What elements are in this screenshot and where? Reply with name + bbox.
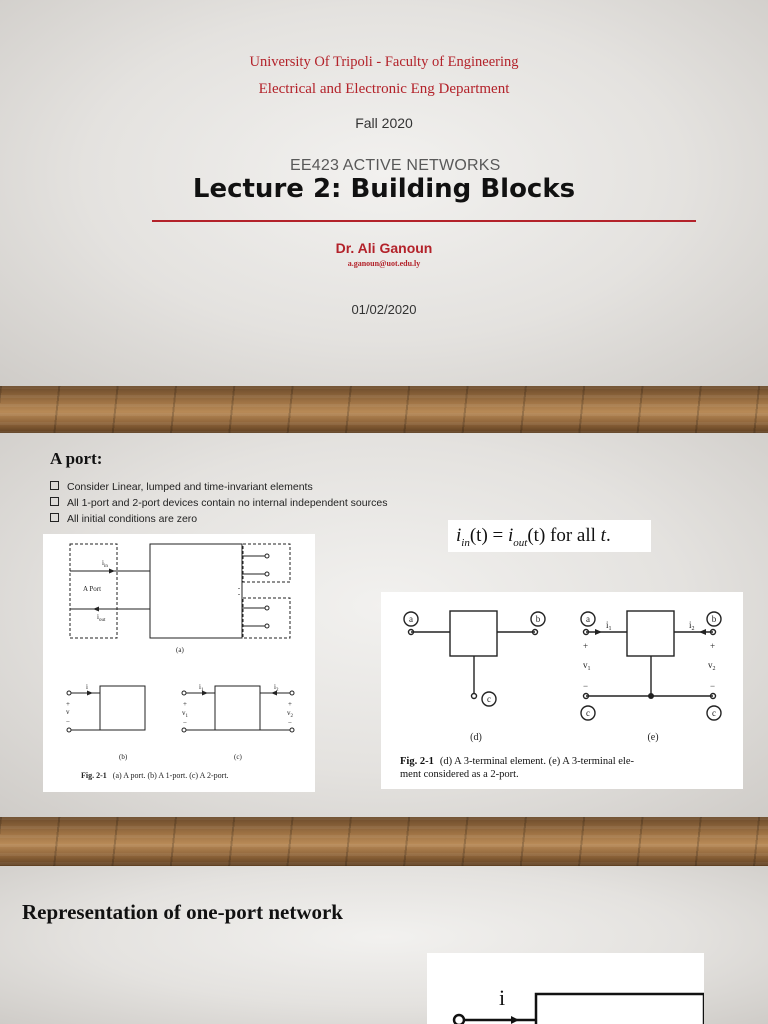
label-minus: − [710,681,716,691]
bullet-item: Consider Linear, lumped and time-invariant elements [50,481,313,493]
label-v2: $v_2$ [287,709,293,719]
course-title: EE423 ACTIVE NETWORKS [290,157,501,174]
figure-port-diagrams [43,534,315,792]
label-plus: + [583,641,589,651]
port-diagrams-svg [43,534,315,792]
author-name: Dr. Ali Ganoun [335,240,433,256]
terminal-c-label: c [586,708,590,718]
label-b: (b) [119,753,128,761]
port-slide [0,433,768,817]
label-v2: $v_2$ [708,660,716,672]
label-i: i [86,683,88,691]
lecture-title: Lecture 2: Building Blocks [192,174,576,204]
label-minus: − [183,719,187,727]
label-a-port: A Port [83,585,102,593]
label-plus: + [183,700,187,708]
author-email: a.ganoun@uot.edu.ly [347,259,421,268]
figure-caption-right-line1: Fig. 2-1 (d) A 3-terminal element. (e) A 3-terminal ele- [400,756,635,767]
bullet-item: All initial conditions are zero [50,513,197,525]
label-i1: $i_1$ [606,620,612,632]
bullet-item: All 1-port and 2-port devices contain no internal independent sources [50,497,387,509]
label-minus: − [583,681,589,691]
one-port-svg [427,953,704,1024]
title-slide [0,0,768,386]
wood-separator [0,386,768,433]
slide-title: Representation of one-port network [22,900,343,924]
label-v1: $v_1$ [182,709,188,719]
label-e: (e) [647,732,659,743]
label-v1: $v_1$ [583,660,591,672]
terminal-b-label: b [711,614,717,624]
term: Fall 2020 [355,115,413,131]
label-plus: + [710,641,716,651]
label-minus: − [66,718,70,726]
terminal-c-label: c [712,708,716,718]
label-c: (c) [234,753,242,761]
label-plus: + [66,700,70,708]
checkbox-bullet-icon [50,497,59,506]
label-minus: − [288,719,292,727]
label-plus: + [288,700,292,708]
label-i2: $i_2$ [689,620,695,632]
terminal-a-label: a [586,614,590,624]
label-i2: $i_2$ [274,683,279,693]
checkbox-bullet-icon [50,513,59,522]
label-a: (a) [176,646,184,654]
three-terminal-svg [381,592,743,789]
label-i1: $i_1$ [199,683,204,693]
figure-one-port [427,953,704,1024]
figure-three-terminal [381,592,743,789]
department-name: Electrical and Electronic Eng Department [258,81,510,97]
checkbox-bullet-icon [50,481,59,490]
lecture-date: 01/02/2020 [351,302,417,317]
label-v: v [66,708,70,716]
label-i-out: $i_{out}$ [97,613,106,623]
label-i-in: $i_{in}$ [102,559,108,569]
terminal-c-label: c [487,694,491,704]
university-name: University Of Tripoli - Faculty of Engineering [249,54,519,70]
wood-separator [0,817,768,866]
terminal-b-label: b [535,614,541,624]
label-d: (d) [470,732,482,743]
slide-title: A port: [50,449,103,468]
figure-caption-left: Fig. 2-1 (a) A port. (b) A 1-port. (c) A 2-port. [81,771,229,780]
figure-caption-right-line2: ment considered as a 2-port. [400,769,519,780]
label-i: i [499,985,506,1010]
title-divider [152,220,696,222]
terminal-a-label: a [409,614,413,624]
port-current-equation: $i_{in}(t) = i_{out}(t)$ for all t. [448,520,651,552]
one-port-slide [0,866,768,1024]
